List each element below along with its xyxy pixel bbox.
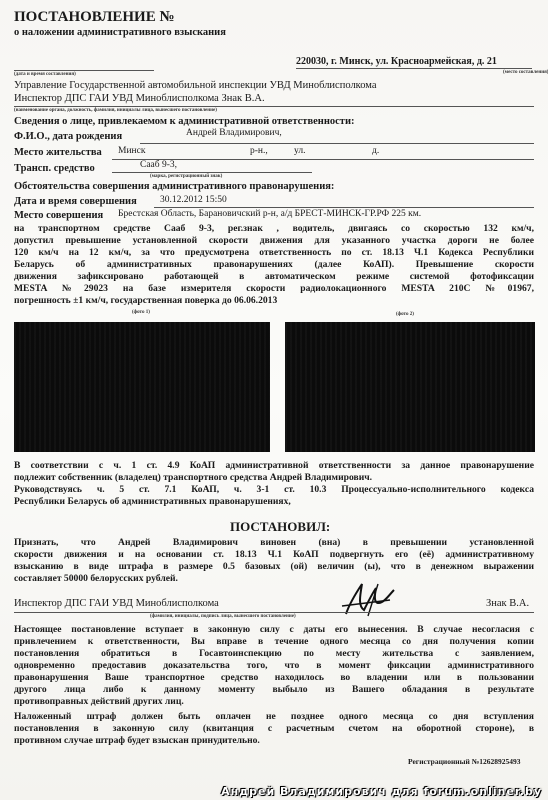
- place-caption: (место составления): [503, 70, 548, 75]
- photo1-caption: (фото 1): [132, 310, 150, 315]
- fio-label: Ф.И.О., дата рождения: [14, 131, 123, 142]
- issuer-officer: Инспектор ДПС ГАИ УВД Миноблисполкома Знак В.А.: [14, 93, 265, 104]
- residence-house: д.: [372, 146, 380, 156]
- document-title: ПОСТАНОВЛЕНИЕ №: [14, 9, 175, 25]
- circumstances-text: на транспортном средстве Сааб 9-3, рег.знак , водитель, двигаясь со скоростью 132 км/ч, допустил превышение установленной скорости движения для указанного участка дороги не более 120 км/ч на 12 км/ч, за что предусмотрена ответственность по ст. 18.13 Ч.1 Кодекса Республики Беларусь об административных правонарушениях (далее КоАП). Превышение скорости движения зафиксировано работающей в автоматическом режиме системой фотофиксации MESTA №29023 на базе измерителя скорости радиолокационного MESTA 210C №01967, погрешность ±1 км/ч, государственная поверка до 06.06.2013: [14, 223, 534, 306]
- circumstances-title: Обстоятельства совершения административного правонарушения:: [14, 181, 335, 192]
- datetime-caption: (дата и время составления): [14, 72, 76, 77]
- residence-city: Минск: [118, 146, 146, 156]
- responsibility-text: В соответствии с ч. 1 ст. 4.9 КоАП административной ответственности за данное правонарушение подлежит собственник (владелец) транспортного средства Андрей Владимирович. Руководствуясь ч. 5 ст. 7.1 КоАП, ч. 3-1 ст. 10.3 Процессуально-исполнительного кодекса Республики Беларусь об административных правонарушениях,: [14, 460, 534, 507]
- offense-datetime-value: 30.12.2012 15:50: [160, 195, 227, 205]
- appeal-notice: Настоящее постановление вступает в законную силу с даты его вынесения. В случае несогласия с привлечением к ответственности, Вы вправе в течение одного месяца со дня получения копии постановления обратиться в Госавтоинспекцию по месту жительства с заявлением, одновременно предоставив доказательства того, что в момент фиксации административного правонарушения Ваше транспортное средство находилось во владении или в пользовании другого лица либо к данному моменту выбыло из Вашего обладания в результате противоправных действий других лиц.: [14, 624, 534, 707]
- signer-position: Инспектор ДПС ГАИ УВД Миноблисполкома: [14, 598, 219, 609]
- registration-number: Регистрационный №12628925493: [408, 757, 521, 766]
- photo2-caption: (фото 2): [396, 312, 414, 317]
- decision-title: ПОСТАНОВИЛ:: [230, 519, 331, 534]
- residence-district: р-н.,: [250, 146, 268, 156]
- offense-datetime-label: Дата и время совершения: [14, 196, 137, 207]
- forum-watermark: Андрей Владимирович для forum.onliner.by: [221, 785, 542, 798]
- document-subtitle: о наложении административного взыскания: [14, 27, 226, 38]
- signer-name: Знак В.А.: [486, 598, 530, 609]
- issuer-organization: Управление Государственной автомобильной инспекции УВД Миноблисполкома: [14, 80, 377, 91]
- decision-text: Признать, что Андрей Владимирович виновен (вна) в превышении установленной скорости движения и на основании ст. 18.13 Ч.1 КоАП подвергнуть его (её) административному взысканию в виде штрафа в размере 0.5 базовых (ой) величин (ы), что в денежном выражении составляет 50000 белорусских рублей.: [14, 537, 534, 584]
- signature-mark: [338, 580, 398, 620]
- residence-label: Место жительства: [14, 147, 102, 158]
- evidence-photo-2: [285, 322, 535, 452]
- offense-place-label: Место совершения: [14, 210, 104, 221]
- offense-place-value: Брестская Область, Барановичский р-н, а/д БРЕСТ-МИНСК-ГР.РФ 225 км.: [118, 209, 422, 219]
- compilation-address: 220030, г. Минск, ул. Красноармейская, д. 21: [296, 56, 497, 67]
- vehicle-caption: (марка, регистрационный знак): [150, 174, 223, 179]
- vehicle-label: Трансп. средство: [14, 163, 95, 174]
- evidence-photo-1: [14, 322, 270, 452]
- signature-caption: (фамилия, инициалы, подпись лица, вынесшего постановление): [150, 614, 296, 619]
- residence-street: ул.: [294, 146, 306, 156]
- issuer-caption: (наименование органа, должность, фамилия, инициалы лица, вынесшего постановление): [14, 108, 217, 113]
- payment-notice: Наложенный штраф должен быть оплачен не позднее одного месяца со дня вступления постановления в законную силу (квитанция с расчетным счетом на оборотной стороне), в противном случае штраф будет взыскан принудительно.: [14, 711, 534, 746]
- fio-value: Андрей Владимирович,: [186, 128, 282, 138]
- person-section-title: Сведения о лице, привлекаемом к административной ответственности:: [14, 116, 355, 127]
- vehicle-value: Сааб 9-3,: [140, 160, 178, 170]
